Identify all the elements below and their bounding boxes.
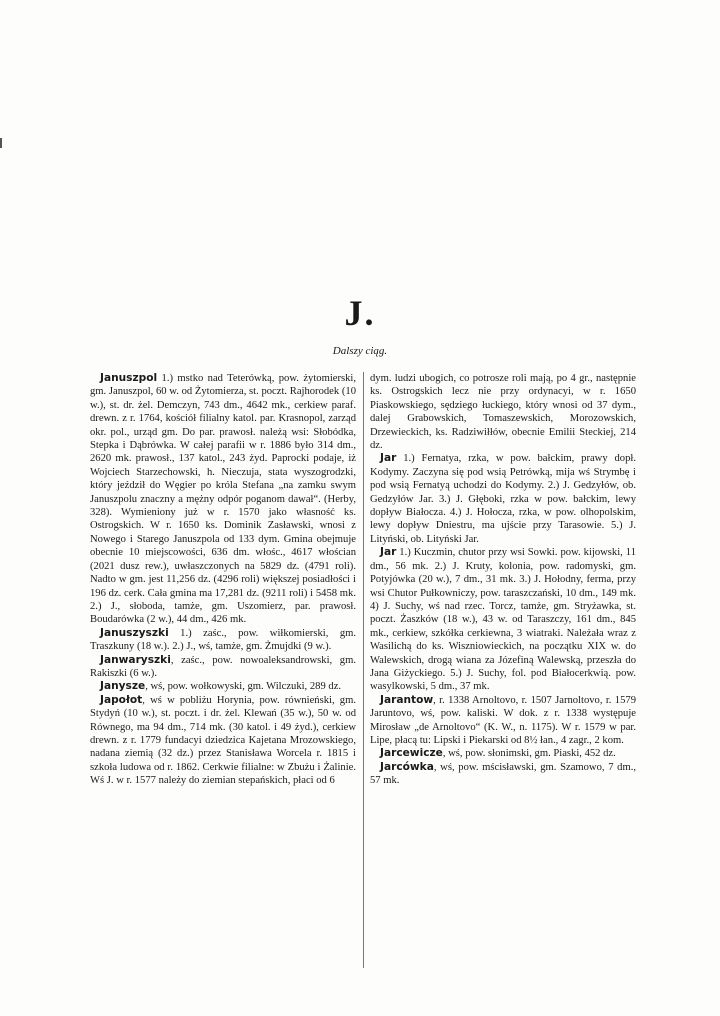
entry-text: 1.) mstko nad Teterówką, pow. żytomierski, gm. Januszpol, 60 w. od Żytomierza, st. poczt. Rajhorodek (10 w.), st. dr. żel. Demczyn, 743 dm., 4642 mk., cerkiew paraf. drewn. z r. 1764, kościół filialny katol. par. Krasnopol, zarząd okr. pol., urząd gm. Do par. prawosł. należą wsi: Słobódka, Stepka i Dąbrówka. W całej parafii w r. 1886 było 314 dm., 2620 mk. prawosł., 137 katol., 243 żyd. Paprocki podaje, iż Wojciech Starzechowski, h. Nieczuja, stata wyszogrodzki, który jeździł do Węgier po króla Stefana „na zamku swym Januszpolu znaczny a mężny odpór poganom dawał“. (Herby, 328). Wymieniony już w r. 1570 jako własność ks. Ostrogskich. W r. 1650 ks. Dominik Zasławski, wnosi z Nowego i Starego Januszpola od 133 dym. Gmina obejmuje obecnie 10 miejscowości, 636 dm. włośc., 4617 włościan (2021 dusz rew.), uwłaszczonych na 5829 dz. (4791 roli). Nadto w gm. jest 11,256 dz. (4296 roli) większej posiadłości i 196 dz. cerk. Cała gmina ma 17,281 dz. (9211 roli) i 5458 mk. 2.) J., słoboda, tamże, gm. Uszomierz, par. prawosł. Boudarówka (2 w.), 44 dm., 426 mk. [90,373,356,626]
entry [90,654,356,681]
entry [90,680,356,693]
entry [370,694,636,748]
entry [90,372,356,627]
entry [90,627,356,654]
entry-headword: Jar [380,546,397,559]
entry-headword: Janysze [100,680,146,693]
entry-text: , r. 1338 Arnoltovo, r. 1507 Jarnoltovo, r. 1579 Jaruntovo, wś, pow. kaliski. W dok. z r. 1338 występuje Mirosław „de Arnoltovo“ (K. W., n. 1175). W r. 1579 w par. Lipe, płacą tu: Lipski i Piekarski od 8½ łan., 4 zagr., 2 kom. [370,694,636,746]
entry-text: , wś w pobliżu Horynia, pow. równieński, gm. Stydyń (10 w.), st. poczt. i dr. żel. Klewań (35 w.), 50 w. od Równego, ma 94 dm., 714 mk. (30 katol. i 49 żyd.), cerkiew drewn. z r. 1779 fundacyi dziedzica Kajetana Mrozowskiego, nadana ziemią (32 dz.) przez Stanisława Worcela r. 1815 i szkoła ludowa od r. 1862. Cerkwie filialne: w Zbużu i Żalinie. Wś J. w r. 1577 należy do ziemian stepańskich, płaci od 6 [90,694,356,787]
entry-text: , wś, pow. wołkowyski, gm. Wilczuki, 289 dz. [145,681,342,693]
entry-text: 1.) Fernatya, rzka, w pow. bałckim, prawy dopł. Kodymy. Zaczyna się pod wsią Petrówką, mija wś Strymbę i pod wsią Fernatyą uchodzi do Kodymy. 2.) J. Gedzyłów, ob. Gedzyłów Jar. 3.) J. Głęboki, rzka w pow. bałckim, lewy dopływ Białocza. 4.) J. Hołocza, rzka, w pow. olhopolskim, lewy dopływ Dniestru, ma ujście przy Tarasowie. 5.) J. Lityński, ob. Lityński Jar. [370,453,636,545]
entry-headword: Januszpol [100,372,158,384]
entry-text: 1.) zaśc., pow. wiłkomierski, gm. Traszkuny (18 w.). 2.) J., wś, tamże, gm. Żmujdki (9 w.). [90,627,356,653]
right-column [370,372,636,788]
entry [370,747,636,760]
entry-headword: Janwaryszki [100,653,171,666]
entry [370,546,636,693]
section-subtitle: Dalszy ciąg. [332,345,388,357]
column-divider [363,372,364,968]
entry-text: , wś, pow. słonimski, gm. Piaski, 452 dz. [442,748,616,760]
entry-headword: Jarcewicze [380,747,443,760]
entry-text: dym. ludzi ubogich, co potrosze roli mają, po 4 gr., następnie ks. Ostrogskich lecz nie przy ordynacyi, w r. 1650 Piaskowskiego, sędziego łuckiego, który wnosi od 37 dym., dalej Grabowskich, Tomaszewskich, Morozowskich, Drzewieckich, ks. Radziwiłłów, obecnie Emilii Steckiej, 214 dz. [370,373,636,452]
entry-text: 1.) Kuczmin, chutor przy wsi Sowki. pow. kijowski, 11 dm., 56 mk. 2.) J. Kruty, kolonia, pow. radomyski, gm. Potyjówka (20 w.), 7 dm., 31 mk. 3.) J. Hołodny, ferma, przy wsi Chutor Pułkowniczy, pow. taraszczański, 10 dm., 149 mk. 4) J. Suchy, wś nad rzec. Torcz, tamże, gm. Stryżawka, st. poczt. Żaszków (18 w.), 43 w. od Taraszczy, 161 dm., 845 mk., cerkiew, szkółka cerkiewna, 3 wiatraki. Należała wraz z Wasilichą do ks. Wiszniowieckich, na początku XIX w. do Walewskich, drogą wiana za Józefiną Walewską, przeszła do Jana Giżyckiego. 5.) J. Suchy, fol. pod Białocerkwią. pow. wasylkowski, 5 dm., 37 mk. [370,547,636,693]
entry [370,452,636,546]
scan-edge-mark [0,138,2,148]
entry-text: , wś, pow. mścisławski, gm. Szamowo, 7 dm., 57 mk. [370,761,636,787]
entry-headword: Jarantow [380,693,434,706]
entry-headword: Japołot [100,693,143,706]
entry-headword: Jar [380,452,397,465]
entry-headword: Jarcówka [380,760,434,773]
entry-headword: Januszyszki [100,626,169,639]
entry-continuation [370,372,636,452]
section-letter: J. [344,293,376,333]
entry-text: , zaśc., pow. nowoaleksandrowski, gm. Rakiszki (6 w.). [90,654,356,679]
left-column [90,372,356,788]
entry [370,761,636,788]
entry [90,694,356,788]
